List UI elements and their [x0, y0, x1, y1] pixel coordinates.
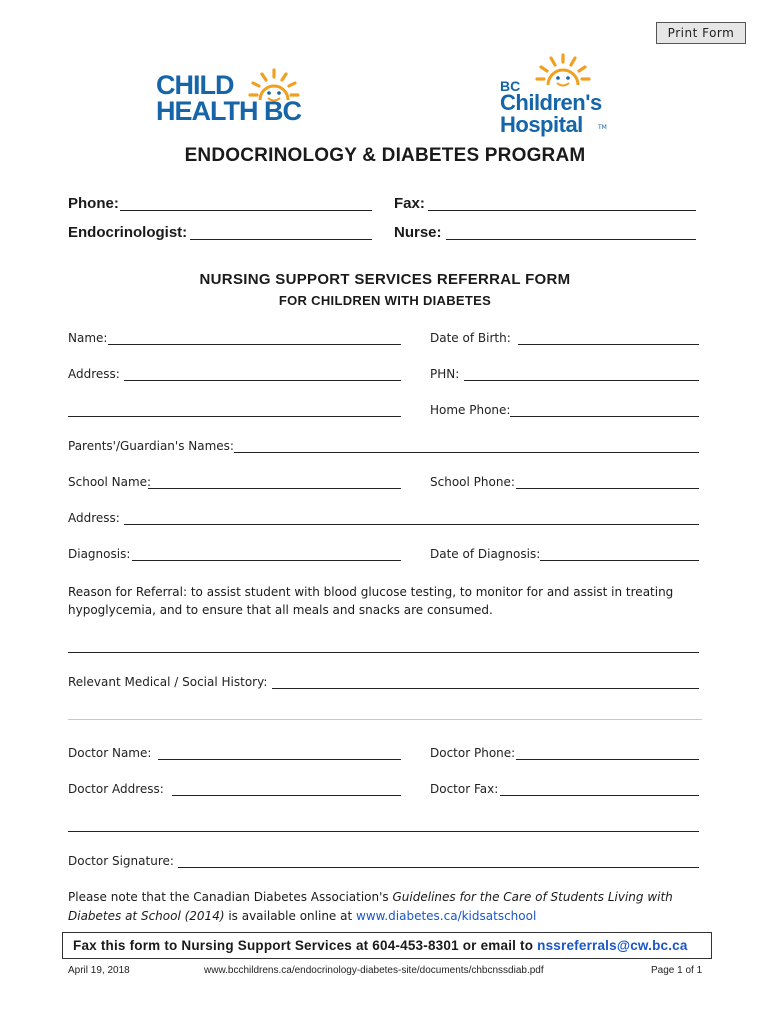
- date-of-diagnosis-field[interactable]: [540, 560, 699, 561]
- nurse-label: Nurse:: [394, 224, 442, 241]
- doctor-address-label: Doctor Address:: [68, 782, 164, 796]
- medical-history-field[interactable]: [272, 688, 699, 689]
- footer-page: Page 1 of 1: [651, 965, 703, 976]
- home-phone-field[interactable]: [510, 416, 699, 417]
- name-label: Name:: [68, 331, 108, 345]
- doctor-name-field[interactable]: [158, 759, 401, 760]
- phn-field[interactable]: [464, 380, 699, 381]
- reason-extra-field[interactable]: [68, 652, 699, 653]
- note-text-1: Please note that the Canadian Diabetes Association's: [68, 890, 393, 904]
- logo-right-line1: Children's: [500, 90, 602, 115]
- nurse-field[interactable]: [446, 239, 696, 240]
- home-phone-label: Home Phone:: [430, 403, 511, 417]
- medical-history-label: Relevant Medical / Social History:: [68, 675, 268, 689]
- phone-label: Phone:: [68, 195, 119, 212]
- fax-instruction-text: Fax this form to Nursing Support Services at 604-453-8301 or email to: [73, 938, 538, 953]
- logo-trademark: TM: [598, 124, 607, 131]
- logo-left-line2: HEALTH BC: [156, 96, 301, 126]
- bc-childrens-hospital-logo: [498, 52, 628, 144]
- doctor-phone-label: Doctor Phone:: [430, 746, 516, 760]
- form-title: NURSING SUPPORT SERVICES REFERRAL FORM: [199, 271, 571, 288]
- doctor-signature-field[interactable]: [178, 867, 699, 868]
- guidelines-title: Guidelines for the Care of Students Living with Diabetes at School (2014): [68, 890, 673, 923]
- medical-history-line2-field[interactable]: [68, 719, 702, 720]
- reason-for-referral: Reason for Referral: to assist student with blood glucose testing, to monitor for and assist in treating hypoglycemia, and to ensure that all meals and snacks are consumed.: [68, 585, 674, 617]
- note-text-2: is available online at: [224, 909, 356, 923]
- fax-label: Fax:: [394, 195, 425, 212]
- form-subtitle: FOR CHILDREN WITH DIABETES: [278, 293, 492, 308]
- footer-date: April 19, 2018: [68, 965, 130, 976]
- address-field[interactable]: [124, 380, 401, 381]
- doctor-fax-field[interactable]: [500, 795, 699, 796]
- footer-url: www.bcchildrens.ca/endocrinology-diabetes-site/documents/chbcnssdiab.pdf: [204, 965, 544, 976]
- doctor-address-line2-field[interactable]: [68, 831, 699, 832]
- parents-names-label: Parents'/Guardian's Names:: [68, 439, 234, 453]
- date-of-birth-field[interactable]: [518, 344, 699, 345]
- phn-label: PHN:: [430, 367, 460, 381]
- kidsatschool-link[interactable]: www.diabetes.ca/kidsatschool: [356, 909, 537, 923]
- school-phone-field[interactable]: [516, 488, 699, 489]
- name-field[interactable]: [108, 344, 401, 345]
- phone-field[interactable]: [120, 210, 372, 211]
- logo-right-line2: Hospital: [500, 112, 583, 137]
- school-address-field[interactable]: [124, 524, 699, 525]
- date-of-diagnosis-label: Date of Diagnosis:: [430, 547, 541, 561]
- doctor-name-label: Doctor Name:: [68, 746, 152, 760]
- diagnosis-field[interactable]: [132, 560, 401, 561]
- logo-right-prefix: BC: [500, 78, 521, 94]
- print-form-button[interactable]: Print Form: [656, 22, 746, 44]
- address-line2-field[interactable]: [68, 416, 401, 417]
- school-address-label: Address:: [68, 511, 120, 525]
- school-name-field[interactable]: [148, 488, 401, 489]
- child-health-bc-logo: [156, 66, 316, 132]
- date-of-birth-label: Date of Birth:: [430, 331, 511, 345]
- fax-field[interactable]: [428, 210, 696, 211]
- program-title: ENDOCRINOLOGY & DIABETES PROGRAM: [184, 145, 586, 166]
- endocrinologist-field[interactable]: [190, 239, 372, 240]
- doctor-signature-label: Doctor Signature:: [68, 854, 174, 868]
- referral-email-link[interactable]: nssreferrals@cw.bc.ca: [537, 938, 688, 953]
- sun-icon: [534, 52, 592, 92]
- logo-left-line1: CHILD: [156, 70, 234, 100]
- sun-icon: [248, 66, 300, 108]
- address-label: Address:: [68, 367, 120, 381]
- guidelines-note: [68, 888, 718, 926]
- school-phone-label: School Phone:: [430, 475, 515, 489]
- doctor-fax-label: Doctor Fax:: [430, 782, 499, 796]
- school-name-label: School Name:: [68, 475, 152, 489]
- doctor-address-field[interactable]: [172, 795, 401, 796]
- doctor-phone-field[interactable]: [516, 759, 699, 760]
- diagnosis-label: Diagnosis:: [68, 547, 131, 561]
- fax-instruction-box: [62, 932, 712, 959]
- endocrinologist-label: Endocrinologist:: [68, 224, 188, 241]
- parents-names-field[interactable]: [234, 452, 699, 453]
